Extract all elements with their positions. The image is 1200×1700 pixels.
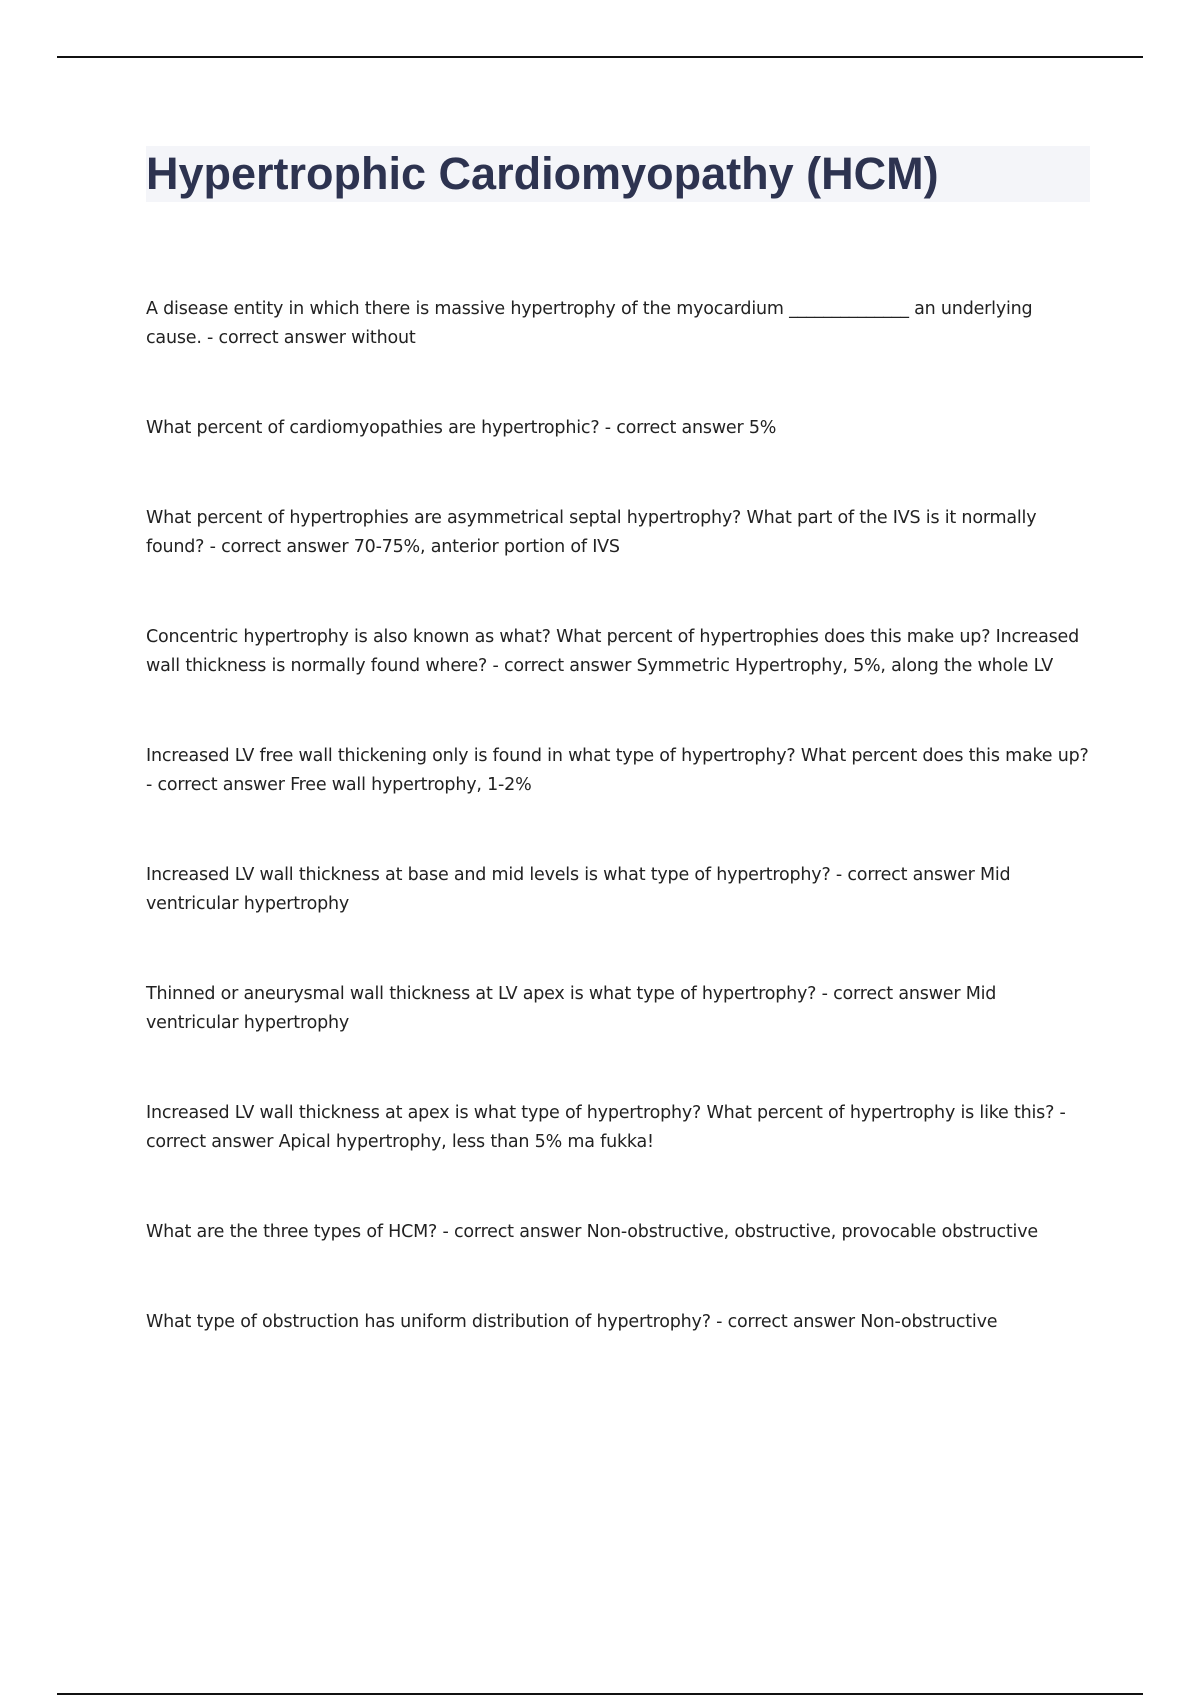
qa-item: What type of obstruction has uniform distribution of hypertrophy? - correct answer Non-obstructive: [146, 1312, 998, 1332]
qa-item: What percent of hypertrophies are asymmetrical septal hypertrophy? What part of the IVS is it normally found? - correct answer 70-75%, anterior portion of IVS: [146, 508, 1037, 557]
top-divider: [57, 56, 1143, 58]
document-title: Hypertrophic Cardiomyopathy (HCM): [146, 148, 939, 199]
document-body: [146, 146, 1090, 1398]
qa-item: Increased LV wall thickness at base and mid levels is what type of hypertrophy? - correct answer Mid ventricular hypertrophy: [146, 865, 1011, 914]
qa-item: Increased LV free wall thickening only is found in what type of hypertrophy? What percent does this make up? - correct answer Free wall hypertrophy, 1-2%: [146, 746, 1089, 795]
qa-item: What are the three types of HCM? - correct answer Non-obstructive, obstructive, provocable obstructive: [146, 1222, 1038, 1242]
qa-item: Concentric hypertrophy is also known as what? What percent of hypertrophies does this make up? Increased wall thickness is normally found where? - correct answer Symmetric Hypertrophy, 5%, along the whole LV: [146, 627, 1080, 676]
qa-item: A disease entity in which there is massive hypertrophy of the myocardium ______________ an underlying cause. - correct answer without: [146, 299, 1033, 348]
qa-item: Increased LV wall thickness at apex is what type of hypertrophy? What percent of hypertrophy is like this? - correct answer Apical hypertrophy, less than 5% ma fukka!: [146, 1103, 1066, 1152]
qa-list: [146, 295, 1090, 1337]
title-band: [146, 146, 1090, 202]
bottom-divider: [57, 1693, 1143, 1695]
qa-item: What percent of cardiomyopathies are hypertrophic? - correct answer 5%: [146, 418, 777, 438]
qa-item: Thinned or aneurysmal wall thickness at LV apex is what type of hypertrophy? - correct answer Mid ventricular hypertrophy: [146, 984, 997, 1033]
